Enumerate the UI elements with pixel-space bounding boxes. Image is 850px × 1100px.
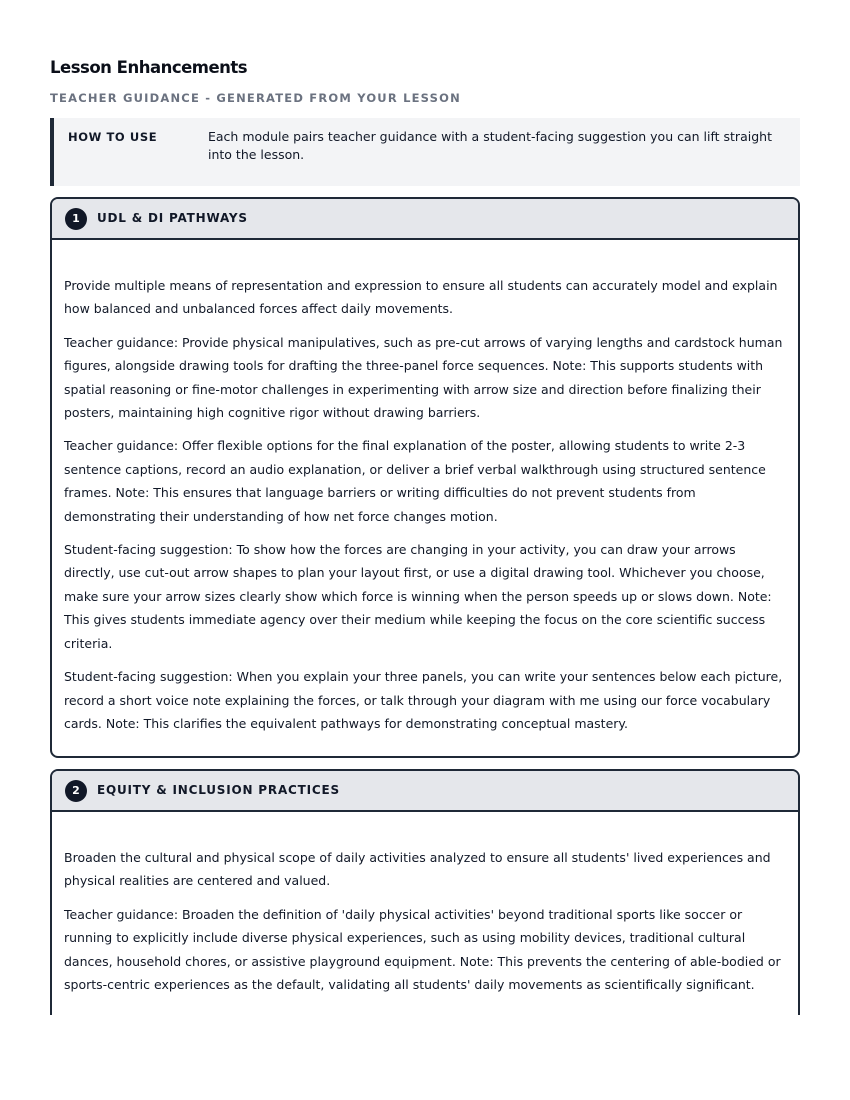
module-body: [52, 240, 798, 735]
page-title: Lesson Enhancements: [50, 58, 248, 77]
module-header: [52, 771, 798, 812]
module-summary-paragraph: Provide multiple means of representation and expression to ensure all students can accurately model and explain how balanced and unbalanced forces affect daily movements.: [64, 278, 778, 317]
module-title: UDL & DI PATHWAYS: [97, 211, 248, 225]
module-number-badge: 2: [65, 780, 87, 802]
module-card-equity-inclusion: [50, 769, 800, 1015]
module-body: [52, 812, 798, 996]
teacher-guidance-paragraph: Teacher guidance: Offer flexible options for the final explanation of the poster, allowing students to write 2-3 sentence captions, record an audio explanation, or deliver a brief verbal walkthrough using structured sentence frames. Note: This ensures that language barriers or writing difficulties do not prevent students from demonstrating their understanding of how net force changes motion.: [64, 438, 766, 524]
how-to-use-label: HOW TO USE: [68, 130, 158, 144]
how-to-use-callout: [50, 118, 800, 186]
teacher-guidance-paragraph: Teacher guidance: Broaden the definition of 'daily physical activities' beyond traditional sports like soccer or running to explicitly include diverse physical experiences, such as using mobility devices, traditional cultural dances, household chores, or assistive playground equipment. Note: This prevents the centering of able-bodied or sports-centric experiences as the default, validating all students' daily movements as scientifically significant.: [64, 906, 781, 993]
lesson-page: [50, 0, 800, 1015]
how-to-use-text: Each module pairs teacher guidance with a student-facing suggestion you can lift straight into the lesson.: [208, 129, 772, 162]
module-card-udl-di-pathways: [50, 197, 800, 758]
page-subtitle: TEACHER GUIDANCE - GENERATED FROM YOUR LESSON: [50, 91, 461, 105]
module-title: EQUITY & INCLUSION PRACTICES: [97, 783, 340, 797]
module-summary-paragraph: Broaden the cultural and physical scope of daily activities analyzed to ensure all students' lived experiences and physical realities are centered and valued.: [64, 850, 771, 889]
teacher-guidance-paragraph: Teacher guidance: Provide physical manipulatives, such as pre-cut arrows of varying lengths and cardstock human figures, alongside drawing tools for drafting the three-panel force sequences. Note: This supports students with spatial reasoning or fine-motor challenges in experimenting with arrow size and direction before finalizing their posters, maintaining high cognitive rigor without drawing barriers.: [64, 334, 783, 421]
student-suggestion-paragraph: Student-facing suggestion: When you explain your three panels, you can write your sentences below each picture, record a short voice note explaining the forces, or talk through your diagram with me using our force vocabulary cards. Note: This clarifies the equivalent pathways for demonstrating conceptual mastery.: [64, 669, 783, 731]
student-suggestion-paragraph: Student-facing suggestion: To show how the forces are changing in your activity, you can draw your arrows directly, use cut-out arrow shapes to plan your layout first, or use a digital drawing tool. Whichever you choose, make sure your arrow sizes clearly show which force is winning when the person speeds up or slows down. Note: This gives students immediate agency over their medium while keeping the focus on the core scientific success criteria.: [64, 542, 772, 651]
module-number-badge: 1: [65, 208, 87, 230]
module-header: [52, 199, 798, 240]
